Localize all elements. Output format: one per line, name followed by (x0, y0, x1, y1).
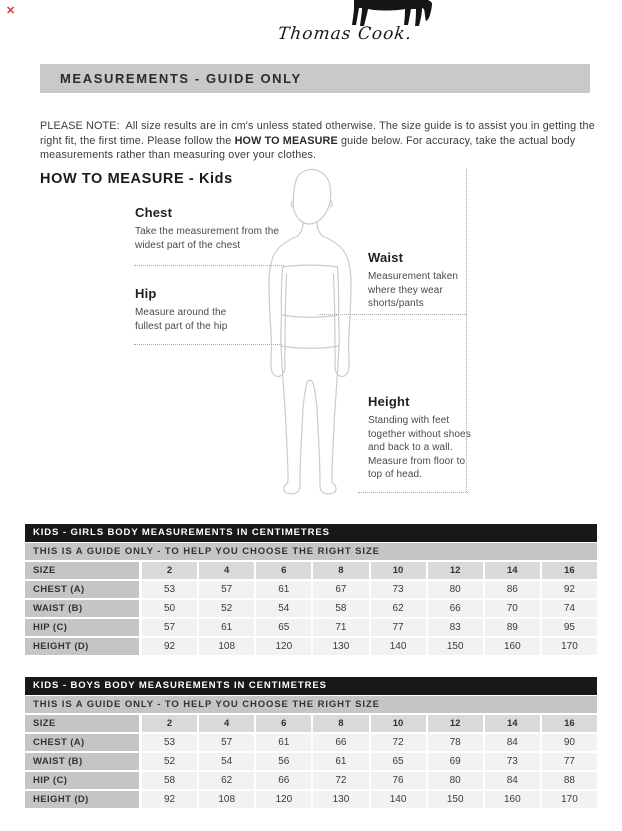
row-label: HEIGHT (D) (25, 638, 139, 655)
chest-desc: Take the measurement from the widest part of the chest (135, 226, 280, 251)
value-cell: 61 (256, 734, 311, 751)
value-cell: 65 (371, 753, 426, 770)
value-cell: 160 (485, 638, 540, 655)
value-cell: 73 (485, 753, 540, 770)
value-cell: 56 (256, 753, 311, 770)
value-cell: 65 (256, 619, 311, 636)
girls-table-subheader: THIS IS A GUIDE ONLY - TO HELP YOU CHOOSE THE RIGHT SIZE (25, 543, 597, 560)
value-cell: 95 (542, 619, 597, 636)
value-cell: 140 (371, 638, 426, 655)
chest-dotted-line (134, 265, 284, 266)
value-cell: 12 (428, 715, 483, 732)
value-cell: 90 (542, 734, 597, 751)
row-label: WAIST (B) (25, 600, 139, 617)
value-cell: 92 (142, 791, 197, 808)
value-cell: 83 (428, 619, 483, 636)
broken-image-icon: ✕ (6, 5, 16, 17)
height-bottom-dotted-line (358, 492, 468, 493)
value-cell: 73 (371, 581, 426, 598)
value-cell: 74 (542, 600, 597, 617)
value-cell: 57 (199, 734, 254, 751)
row-label: CHEST (A) (25, 581, 139, 598)
table-row (25, 753, 597, 770)
girls-table-grid (25, 562, 597, 655)
value-cell: 4 (199, 562, 254, 579)
table-row (25, 715, 597, 732)
value-cell: 58 (142, 772, 197, 789)
row-label: CHEST (A) (25, 734, 139, 751)
row-label: HEIGHT (D) (25, 791, 139, 808)
value-cell: 66 (313, 734, 368, 751)
value-cell: 92 (542, 581, 597, 598)
value-cell: 69 (428, 753, 483, 770)
value-cell: 66 (256, 772, 311, 789)
value-cell: 86 (485, 581, 540, 598)
value-cell: 8 (313, 562, 368, 579)
value-cell: 84 (485, 734, 540, 751)
note-bold: HOW TO MEASURE (234, 134, 338, 147)
value-cell: 150 (428, 791, 483, 808)
value-cell: 120 (256, 638, 311, 655)
value-cell: 66 (428, 600, 483, 617)
value-cell: 8 (313, 715, 368, 732)
value-cell: 130 (313, 638, 368, 655)
height-title: Height (368, 394, 410, 409)
value-cell: 52 (199, 600, 254, 617)
value-cell: 57 (142, 619, 197, 636)
row-label: WAIST (B) (25, 753, 139, 770)
value-cell: 2 (142, 562, 197, 579)
waist-title: Waist (368, 250, 404, 265)
chest-label-block (135, 205, 285, 252)
value-cell: 88 (542, 772, 597, 789)
waist-dotted-line (318, 314, 467, 315)
height-label-block (368, 394, 476, 482)
height-vertical-dotted-line (466, 169, 467, 492)
hip-desc: Measure around the fullest part of the hip (135, 307, 228, 332)
value-cell: 61 (313, 753, 368, 770)
hip-dotted-line (134, 344, 282, 345)
value-cell: 4 (199, 715, 254, 732)
value-cell: 84 (485, 772, 540, 789)
value-cell: 70 (485, 600, 540, 617)
value-cell: 62 (199, 772, 254, 789)
value-cell: 77 (542, 753, 597, 770)
value-cell: 71 (313, 619, 368, 636)
table-row (25, 638, 597, 655)
value-cell: 108 (199, 638, 254, 655)
value-cell: 58 (313, 600, 368, 617)
value-cell: 53 (142, 734, 197, 751)
boys-table-subheader: THIS IS A GUIDE ONLY - TO HELP YOU CHOOSE THE RIGHT SIZE (25, 696, 597, 713)
row-label: SIZE (25, 715, 139, 732)
value-cell: 16 (542, 715, 597, 732)
row-label: HIP (C) (25, 619, 139, 636)
value-cell: 10 (371, 715, 426, 732)
waist-desc: Measurement taken where they wear shorts/pants (368, 271, 459, 309)
note-suffix: guide below. For accuracy, take the actual body measurements rather than measuring over your clothes. (40, 134, 576, 162)
please-note-text (40, 119, 596, 163)
value-cell: 120 (256, 791, 311, 808)
value-cell: 140 (371, 791, 426, 808)
value-cell: 67 (313, 581, 368, 598)
table-row (25, 619, 597, 636)
table-row (25, 600, 597, 617)
value-cell: 160 (485, 791, 540, 808)
girls-measurements-table (25, 524, 597, 657)
value-cell: 170 (542, 791, 597, 808)
value-cell: 54 (199, 753, 254, 770)
boys-table-grid (25, 715, 597, 808)
value-cell: 61 (256, 581, 311, 598)
hip-label-block (135, 286, 253, 333)
girls-table-header: KIDS - GIRLS BODY MEASUREMENTS IN CENTIMETRES (25, 524, 597, 542)
page-title: MEASUREMENTS - GUIDE ONLY (40, 64, 590, 93)
value-cell: 72 (371, 734, 426, 751)
waist-label-block (368, 250, 478, 311)
boys-measurements-table (25, 677, 597, 810)
value-cell: 52 (142, 753, 197, 770)
height-desc: Standing with feet together without shoes and back to a wall. Measure from floor to top of head. (368, 415, 471, 480)
value-cell: 150 (428, 638, 483, 655)
value-cell: 89 (485, 619, 540, 636)
row-label: SIZE (25, 562, 139, 579)
value-cell: 61 (199, 619, 254, 636)
hip-title: Hip (135, 286, 157, 301)
value-cell: 54 (256, 600, 311, 617)
value-cell: 53 (142, 581, 197, 598)
value-cell: 78 (428, 734, 483, 751)
value-cell: 80 (428, 581, 483, 598)
value-cell: 57 (199, 581, 254, 598)
value-cell: 6 (256, 562, 311, 579)
row-label: HIP (C) (25, 772, 139, 789)
value-cell: 6 (256, 715, 311, 732)
value-cell: 50 (142, 600, 197, 617)
brand-script-text: Thomas Cook. (276, 24, 414, 44)
value-cell: 12 (428, 562, 483, 579)
table-row (25, 734, 597, 751)
value-cell: 72 (313, 772, 368, 789)
note-prefix: PLEASE NOTE: All size results are in cm's unless stated otherwise. The size guide is to assist you in getting the right fit, the first time. Please follow the (40, 119, 595, 147)
value-cell: 16 (542, 562, 597, 579)
value-cell: 62 (371, 600, 426, 617)
value-cell: 77 (371, 619, 426, 636)
boys-table-header: KIDS - BOYS BODY MEASUREMENTS IN CENTIMETRES (25, 677, 597, 695)
value-cell: 14 (485, 562, 540, 579)
how-to-measure-heading: HOW TO MEASURE - Kids (40, 171, 233, 187)
table-row (25, 562, 597, 579)
value-cell: 76 (371, 772, 426, 789)
value-cell: 92 (142, 638, 197, 655)
value-cell: 170 (542, 638, 597, 655)
table-row (25, 791, 597, 808)
value-cell: 2 (142, 715, 197, 732)
value-cell: 80 (428, 772, 483, 789)
chest-title: Chest (135, 205, 173, 220)
value-cell: 130 (313, 791, 368, 808)
table-row (25, 581, 597, 598)
value-cell: 10 (371, 562, 426, 579)
table-row (25, 772, 597, 789)
value-cell: 14 (485, 715, 540, 732)
value-cell: 108 (199, 791, 254, 808)
